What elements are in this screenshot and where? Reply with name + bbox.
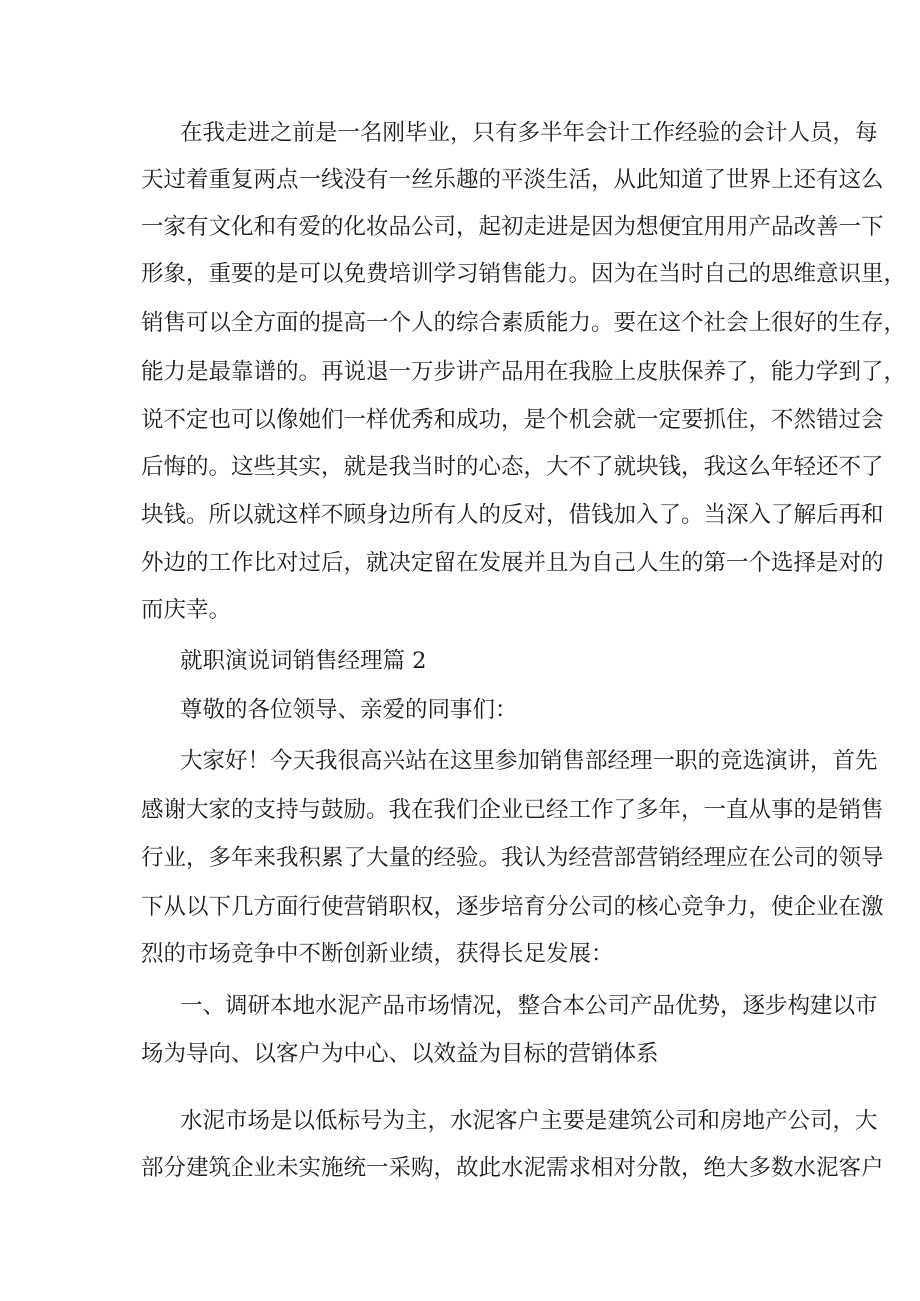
point-1-line-2: 场为导向、以客户为中心、以效益为目标的营销体系 <box>141 1041 659 1067</box>
paragraph-1-line-7: 说不定也可以像她们一样优秀和成功，是个机会就一定要抓住，不然错过会 <box>141 407 884 433</box>
paragraph-1-line-3: 一家有文化和有爱的化妆品公司，起初走进是因为想便宜用用产品改善一下 <box>141 214 884 240</box>
paragraph-1-line-6: 能力是最靠谱的。再说退一万步讲产品用在我脸上皮肤保养了，能力学到了， <box>141 359 907 385</box>
paragraph-1-line-9: 块钱。所以就这样不顾身边所有人的反对，借钱加入了。当深入了解后再和 <box>141 502 884 528</box>
paragraph-1-line-11: 而庆幸。 <box>141 597 232 623</box>
paragraph-2-line-5: 烈的市场竞争中不断创新业绩，获得长足发展： <box>141 941 614 967</box>
point-1-line-1: 一、调研本地水泥产品市场情况，整合本公司产品优势，逐步构建以市 <box>180 993 878 1019</box>
paragraph-2-line-1: 大家好！今天我很高兴站在这里参加销售部经理一职的竞选演讲，首先 <box>180 748 878 774</box>
paragraph-2-line-4: 下从以下几方面行使营销职权，逐步培育分公司的核心竞争力，使企业在激 <box>141 894 884 920</box>
section-heading: 就职演说词销售经理篇 2 <box>180 648 427 674</box>
paragraph-1-line-8: 后悔的。这些其实，就是我当时的心态，大不了就块钱，我这么年轻还不了 <box>141 454 884 480</box>
paragraph-1-line-1: 在我走进之前是一名刚毕业，只有多半年会计工作经验的会计人员，每 <box>180 120 878 146</box>
paragraph-2-line-3: 行业，多年来我积累了大量的经验。我认为经营部营销经理应在公司的领导 <box>141 845 884 871</box>
salutation: 尊敬的各位领导、亲爱的同事们： <box>180 697 518 723</box>
paragraph-2-line-2: 感谢大家的支持与鼓励。我在我们企业已经工作了多年，一直从事的是销售 <box>141 797 884 823</box>
paragraph-1-line-2: 天过着重复两点一线没有一丝乐趣的平淡生活，从此知道了世界上还有这么 <box>141 167 884 193</box>
paragraph-1-line-4: 形象，重要的是可以免费培训学习销售能力。因为在当时自己的思维意识里， <box>141 261 907 287</box>
paragraph-1-line-5: 销售可以全方面的提高一个人的综合素质能力。要在这个社会上很好的生存， <box>141 310 907 336</box>
paragraph-1-line-10: 外边的工作比对过后，就决定留在发展并且为自己人生的第一个选择是对的 <box>141 550 884 576</box>
paragraph-3-line-1: 水泥市场是以低标号为主，水泥客户主要是建筑公司和房地产公司，大 <box>180 1108 878 1134</box>
paragraph-3-line-2: 部分建筑企业未实施统一采购，故此水泥需求相对分散，绝大多数水泥客户 <box>141 1155 884 1181</box>
